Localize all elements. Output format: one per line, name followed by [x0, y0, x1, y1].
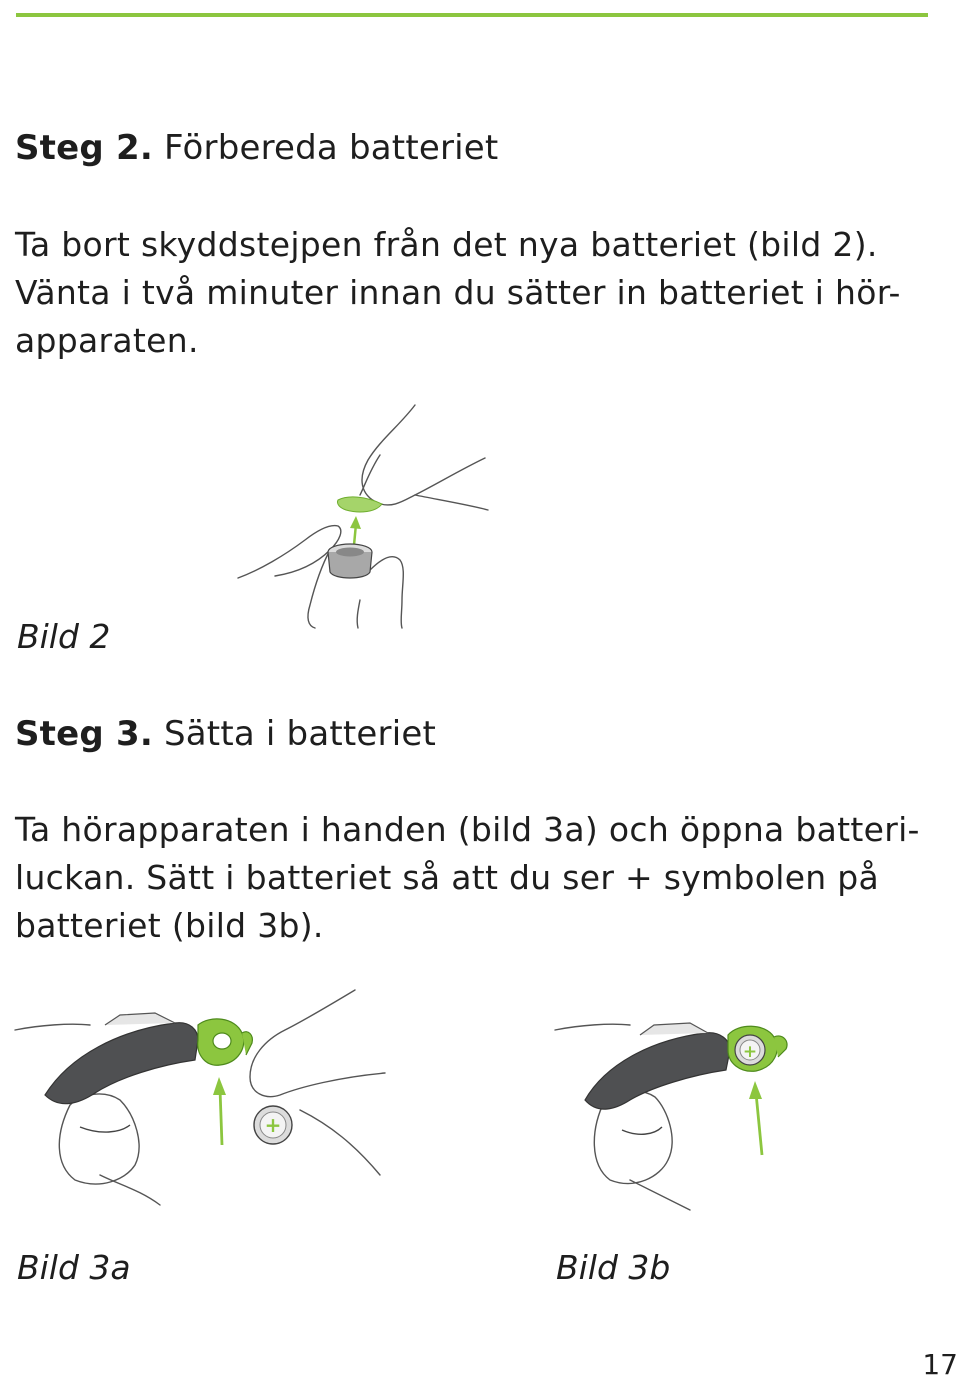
step3-line-1: Ta hörapparaten i handen (bild 3a) och öppna batteri-	[15, 810, 920, 849]
step3-title: Sätta i batteriet	[163, 714, 437, 754]
step2-title: Förbereda batteriet	[163, 128, 499, 168]
step2-line-2: Vänta i två minuter innan du sätter in batteriet i hör-	[15, 273, 901, 312]
step3-paragraph	[15, 806, 920, 950]
step2-heading	[15, 128, 498, 168]
figure-3a-caption: Bild 3a	[17, 1248, 131, 1287]
step2-line-3: apparaten.	[15, 321, 199, 360]
page-number: 17	[922, 1348, 958, 1381]
figure-2-illustration	[230, 400, 500, 630]
plus-symbol-b: +	[742, 1042, 758, 1062]
step2-paragraph	[15, 221, 901, 365]
step2-label: Steg 2.	[15, 128, 153, 168]
step3-line-3: batteriet (bild 3b).	[15, 906, 324, 945]
step3-label: Steg 3.	[15, 714, 153, 754]
step3-heading	[15, 714, 436, 754]
figure-3a-illustration	[10, 985, 400, 1210]
step3-line-2: luckan. Sätt i batteriet så att du ser + symbolen på	[15, 858, 880, 897]
step2-line-1: Ta bort skyddstejpen från det nya batteriet (bild 2).	[15, 225, 878, 264]
figure-2-caption: Bild 2	[17, 617, 111, 656]
figure-3b-illustration	[550, 1005, 810, 1215]
figure-3b-caption: Bild 3b	[556, 1248, 671, 1287]
top-rule	[16, 13, 928, 17]
plus-symbol-a: +	[264, 1113, 282, 1137]
